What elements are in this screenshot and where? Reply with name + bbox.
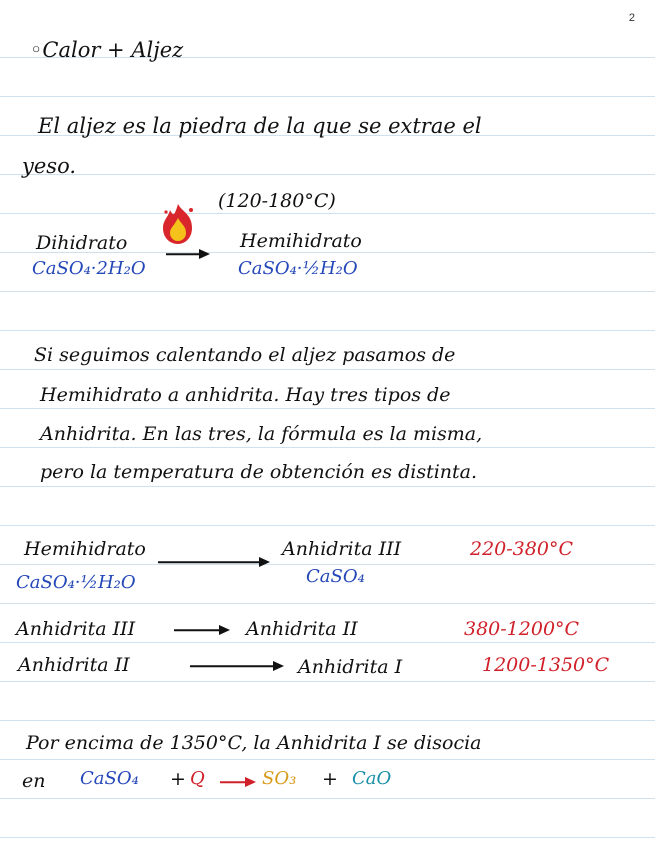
closing-heat: Q (190, 768, 205, 789)
paragraph-line-3: Anhidrita. En las tres, la fórmula es la misma, (40, 423, 483, 445)
step3-temperature: 1200-1350°C (482, 654, 610, 676)
closing-plus-2: + (322, 768, 338, 790)
step1-temperature: 220-380°C (470, 538, 573, 560)
reaction1-left-formula: CaSO₄·2H₂O (32, 258, 146, 279)
step1-to: Anhidrita III (282, 538, 402, 560)
step1-from: Hemihidrato (24, 538, 146, 560)
closing-line-1: Por encima de 1350°C, la Anhidrita I se disocia (26, 732, 482, 754)
step1-from-formula: CaSO₄·½H₂O (16, 572, 136, 593)
closing-reactant: CaSO₄ (80, 768, 139, 789)
reaction1-right-formula: CaSO₄·½H₂O (238, 258, 358, 279)
step3-from: Anhidrita II (18, 654, 130, 676)
page-number: 2 (628, 12, 635, 24)
page-title: ◦Calor + Aljez (30, 38, 184, 62)
reaction1-temperature: (120-180°C) (218, 190, 336, 212)
closing-prefix: en (22, 770, 46, 792)
fire-icon (158, 202, 198, 246)
reaction1-right-name: Hemihidrato (240, 230, 362, 252)
step2-arrow (174, 624, 230, 636)
step2-temperature: 380-1200°C (464, 618, 580, 640)
step1-to-formula: CaSO₄ (306, 566, 365, 587)
closing-plus-1: + (170, 768, 186, 790)
intro-line-1: El aljez es la piedra de la que se extrae el (38, 114, 482, 138)
step1-arrow (158, 556, 270, 568)
step3-arrow (190, 660, 284, 672)
closing-arrow (220, 776, 256, 788)
step3-to: Anhidrita I (298, 656, 403, 678)
step2-from: Anhidrita III (16, 618, 136, 640)
intro-line-2: yeso. (22, 154, 77, 178)
paragraph-line-1: Si seguimos calentando el aljez pasamos de (34, 344, 456, 366)
reaction1-left-name: Dihidrato (36, 232, 128, 254)
reaction1-arrow (166, 248, 210, 260)
paragraph-line-2: Hemihidrato a anhidrita. Hay tres tipos de (40, 384, 451, 406)
step2-to: Anhidrita II (246, 618, 358, 640)
paragraph-line-4: pero la temperatura de obtención es distinta. (40, 461, 478, 483)
closing-product-1: SO₃ (262, 768, 297, 789)
closing-product-2: CaO (352, 768, 392, 789)
